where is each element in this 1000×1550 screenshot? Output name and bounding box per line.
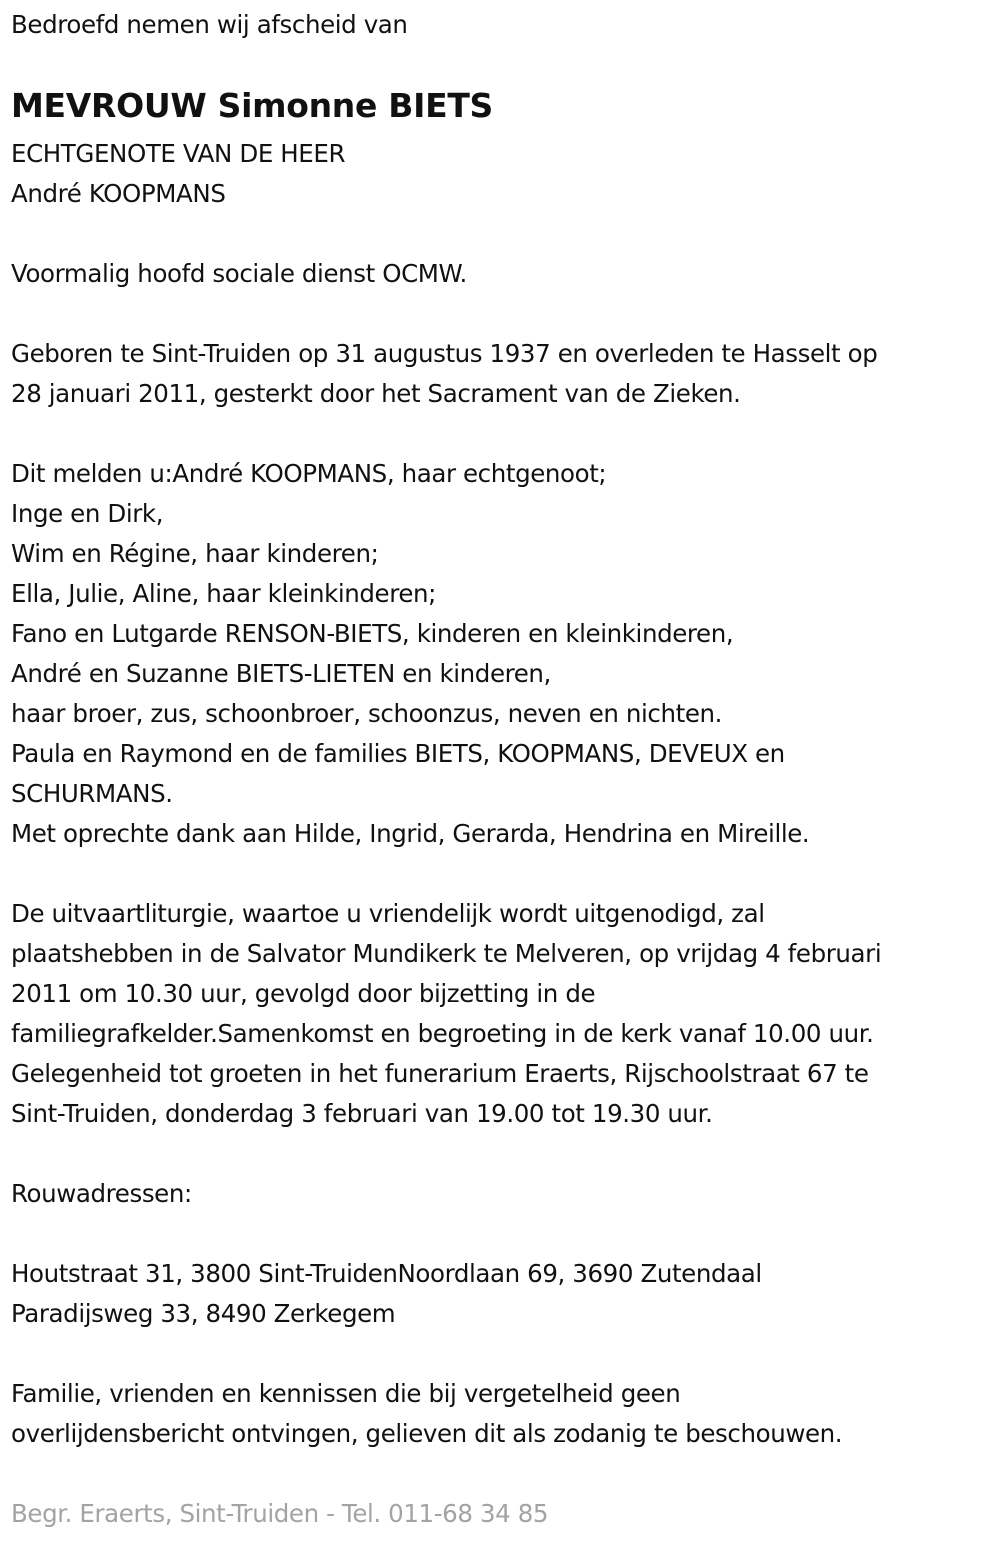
funeral-line: Gelegenheid tot groeten in het funerarium Eraerts, Rijschoolstraat 67 te [11,1059,869,1088]
addresses-heading: Rouwadressen: [11,1179,192,1208]
deceased-name: MEVROUW Simonne BIETS [11,86,494,125]
funeral-line: Sint-Truiden, donderdag 3 februari van 19.00 tot 19.30 uur. [11,1099,713,1128]
family-line: Fano en Lutgarde RENSON-BIETS, kinderen en kleinkinderen, [11,619,734,648]
spouse-line: ECHTGENOTE VAN DE HEER [11,139,346,168]
address-line: Paradijsweg 33, 8490 Zerkegem [11,1299,396,1328]
family-line: Ella, Julie, Aline, haar kleinkinderen; [11,579,437,608]
family-line: haar broer, zus, schoonbroer, schoonzus, neven en nichten. [11,699,723,728]
funeral-line: De uitvaartliturgie, waartoe u vriendelijk wordt uitgenodigd, zal [11,899,765,928]
family-line: Inge en Dirk, [11,499,164,528]
funeral-line: 2011 om 10.30 uur, gevolgd door bijzetting in de [11,979,596,1008]
funeral-line: familiegrafkelder.Samenkomst en begroeting in de kerk vanaf 10.00 uur. [11,1019,874,1048]
closing-line: overlijdensbericht ontvingen, gelieven dit als zodanig te beschouwen. [11,1419,843,1448]
address-line: Houtstraat 31, 3800 Sint-TruidenNoordlaan 69, 3690 Zutendaal [11,1259,762,1288]
family-line: SCHURMANS. [11,779,173,808]
funeral-home-footer: Begr. Eraerts, Sint-Truiden - Tel. 011-68 34 85 [11,1499,549,1528]
funeral-line: plaatshebben in de Salvator Mundikerk te Melveren, op vrijdag 4 februari [11,939,882,968]
family-line: Met oprechte dank aan Hilde, Ingrid, Gerarda, Hendrina en Mireille. [11,819,810,848]
family-line: Dit melden u:André KOOPMANS, haar echtgenoot; [11,459,607,488]
family-line: Paula en Raymond en de families BIETS, KOOPMANS, DEVEUX en [11,739,785,768]
birth-death-line: Geboren te Sint-Truiden op 31 augustus 1937 en overleden te Hasselt op [11,339,878,368]
birth-death-line: 28 januari 2011, gesterkt door het Sacrament van de Zieken. [11,379,741,408]
occupation-text: Voormalig hoofd sociale dienst OCMW. [11,259,467,288]
closing-line: Familie, vrienden en kennissen die bij vergetelheid geen [11,1379,681,1408]
spouse-name: André KOOPMANS [11,179,226,208]
family-line: Wim en Régine, haar kinderen; [11,539,379,568]
intro-text: Bedroefd nemen wij afscheid van [11,10,408,39]
family-line: André en Suzanne BIETS-LIETEN en kinderen, [11,659,551,688]
